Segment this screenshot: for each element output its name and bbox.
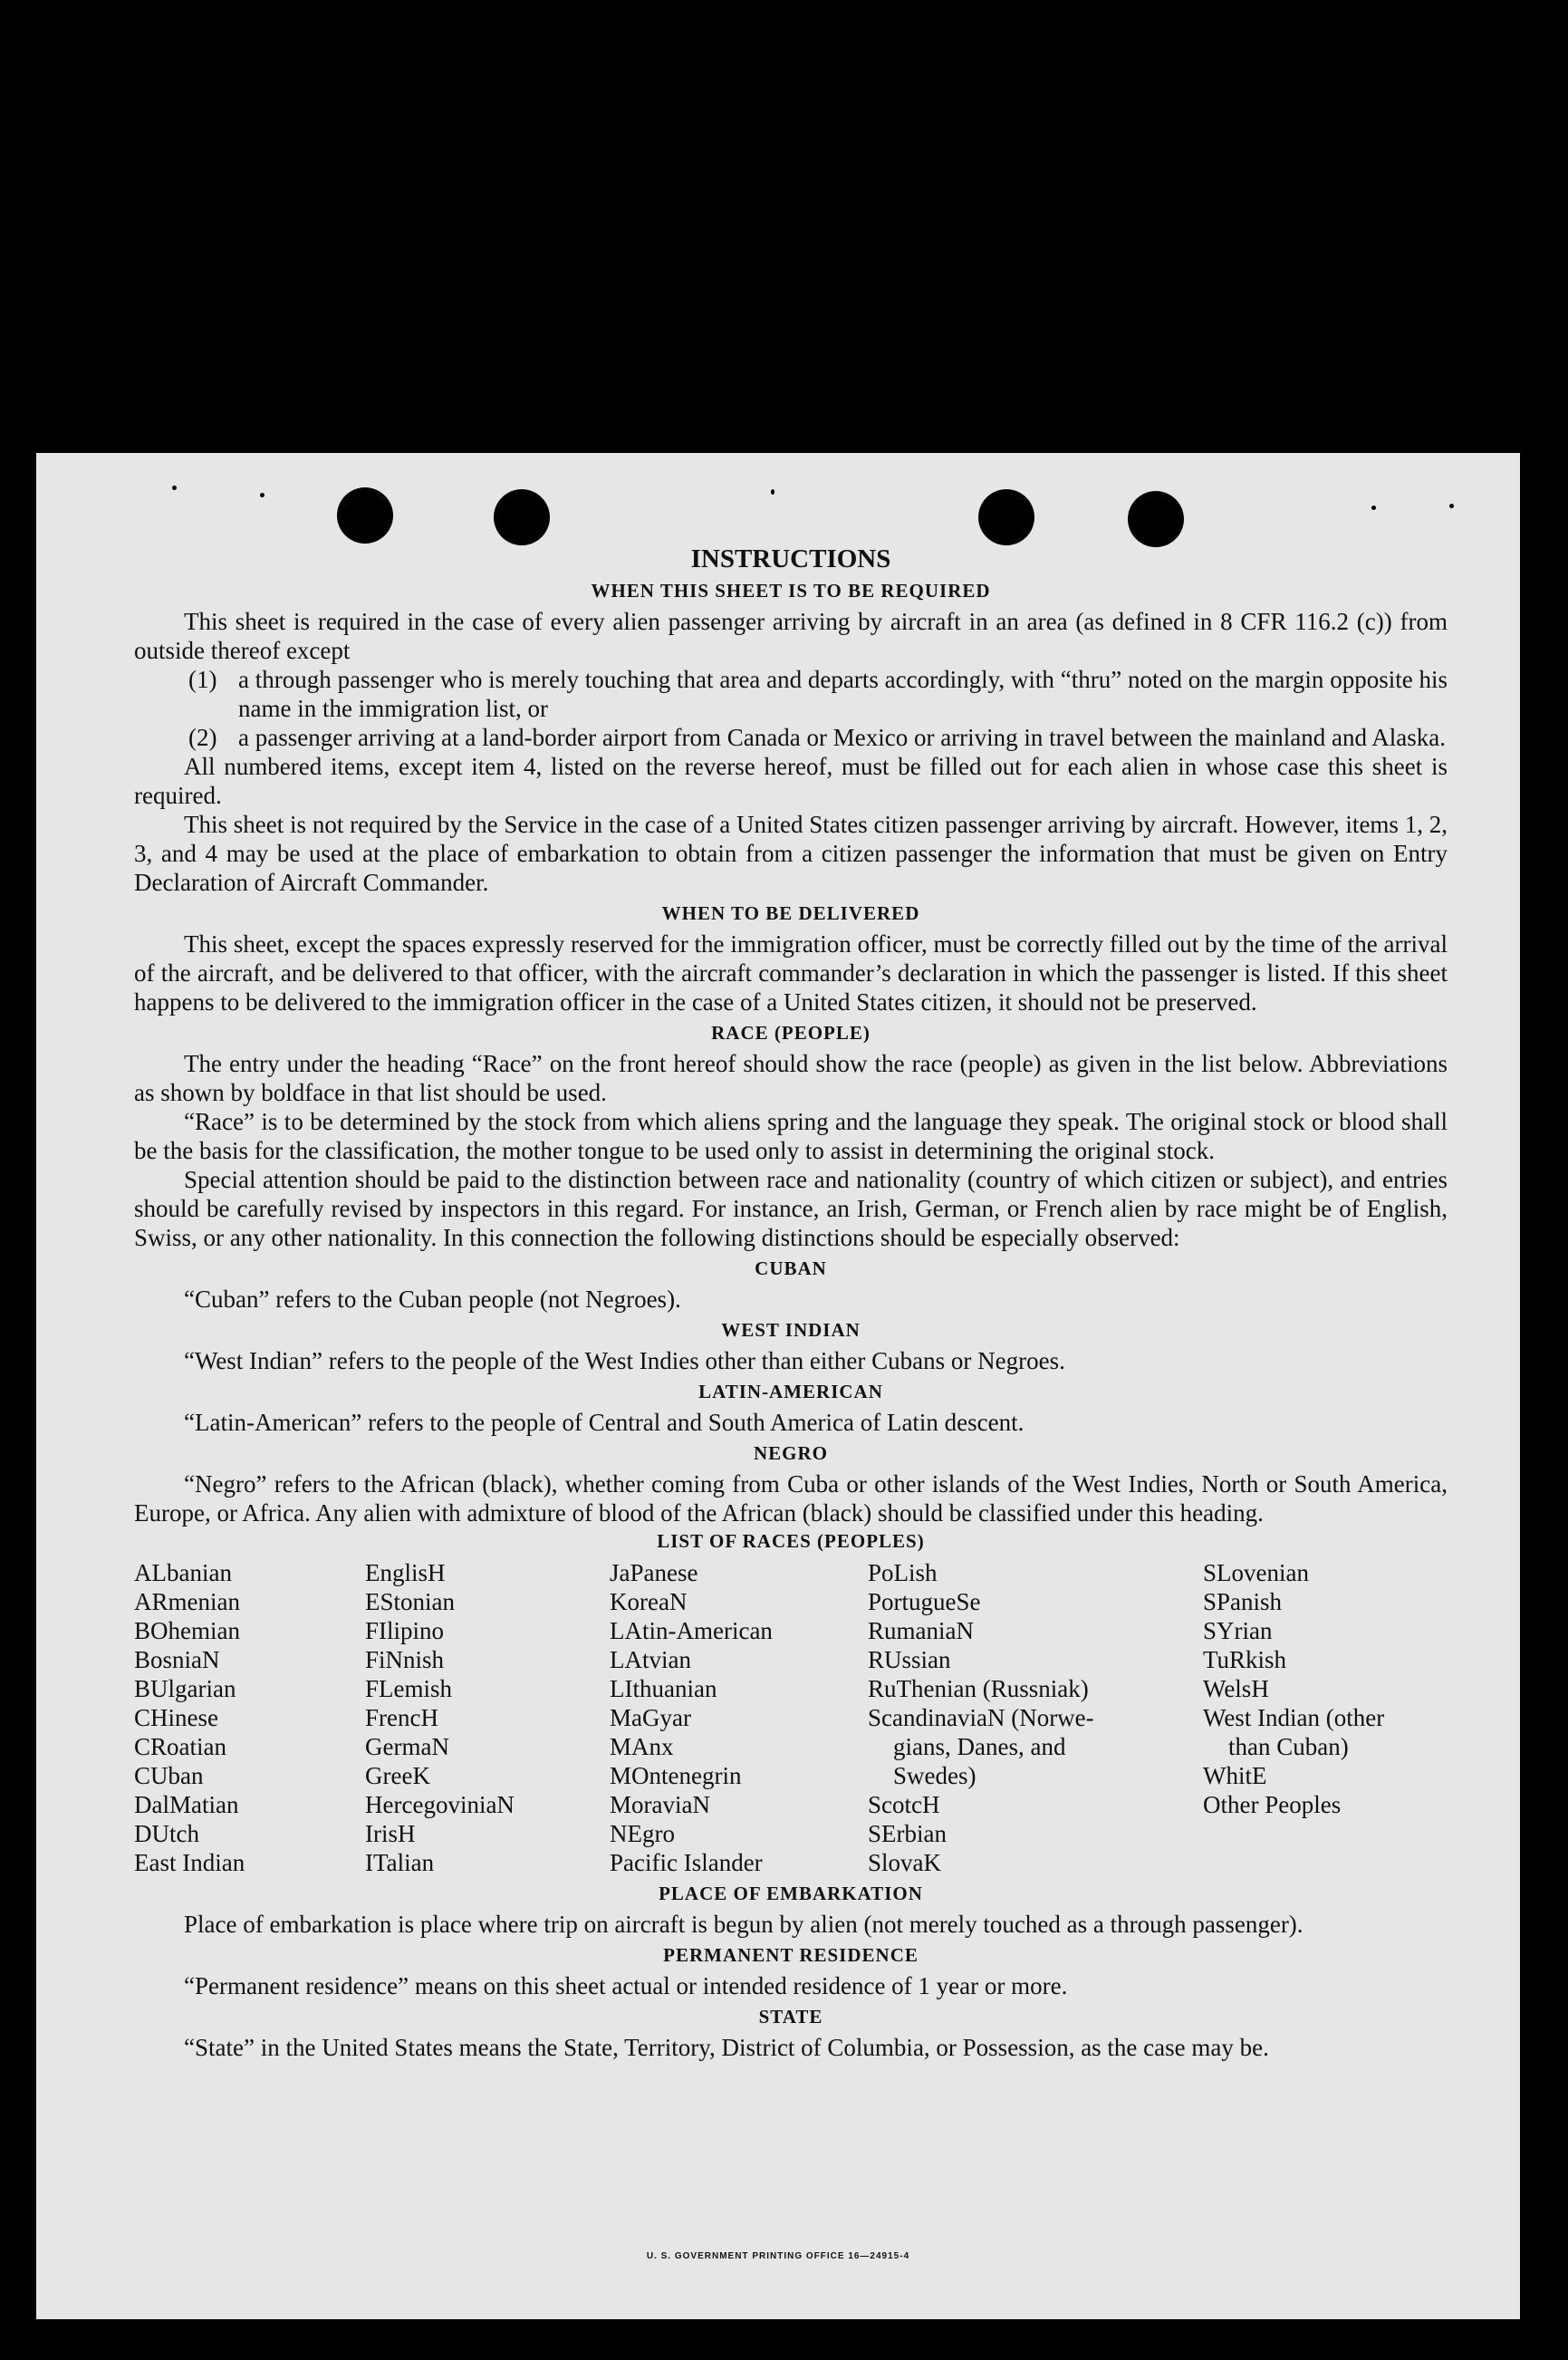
race-item: SLovenian: [1203, 1559, 1309, 1586]
paragraph: The entry under the heading “Race” on the front hereof should show the race (people) as given in the list below. Abbreviations as shown by boldface in that list should be used.: [134, 1050, 1448, 1106]
paragraph: “Negro” refers to the African (black), whether coming from Cuba or other islands of the West Indies, North or South America, Europe, or Africa. Any alien with admixture of blood of the African (black) should be classified under this heading.: [134, 1470, 1448, 1527]
race-item: MOntenegrin: [610, 1762, 742, 1789]
section-heading: RACE (PEOPLE): [711, 1022, 871, 1044]
section-heading: STATE: [758, 2006, 823, 2028]
race-item: GermaN: [365, 1733, 449, 1760]
race-item: RumaniaN: [868, 1617, 974, 1644]
race-item: MAnx: [610, 1733, 674, 1760]
race-column: [365, 1558, 610, 1877]
race-item: Other Peoples: [1203, 1791, 1342, 1818]
race-item: PortugueSe: [868, 1588, 981, 1615]
race-item: JaPanese: [610, 1559, 698, 1586]
race-item: PoLish: [868, 1559, 938, 1586]
race-item: DalMatian: [134, 1791, 239, 1818]
page-title: INSTRUCTIONS: [690, 544, 891, 573]
section-heading: PERMANENT RESIDENCE: [663, 1944, 919, 1966]
punch-hole: [337, 487, 393, 544]
race-item: FiNnish: [365, 1646, 445, 1673]
punch-hole: [1128, 491, 1184, 547]
race-list: [134, 1558, 1448, 1877]
section-heading: WHEN THIS SHEET IS TO BE REQUIRED: [591, 580, 991, 602]
paragraph: This sheet is required in the case of every alien passenger arriving by aircraft in an area (as defined in 8 CFR 116.2 (c)) from outside thereof except: [134, 608, 1448, 664]
race-item: HercegoviniaN: [365, 1791, 515, 1818]
list-item-text: a through passenger who is merely touching that area and departs accordingly, with “thru” noted on the margin opposite his name in the immigration list, or: [238, 666, 1448, 722]
race-item: SErbian: [868, 1820, 947, 1847]
race-item: CUban: [134, 1762, 204, 1789]
race-item: East Indian: [134, 1849, 245, 1876]
race-item: FrencH: [365, 1704, 438, 1731]
race-item: Swedes): [893, 1762, 976, 1789]
paragraph: This sheet is not required by the Service in the case of a United States citizen passenger arriving by aircraft. However, items 1, 2, 3, and 4 may be used at the place of embarkation to obtain from a citizen passenger the information that must be given on Entry Declaration of Aircraft Commander.: [134, 811, 1448, 896]
paragraph: “Permanent residence” means on this sheet actual or intended residence of 1 year or more.: [184, 1972, 1068, 1999]
race-item: LAtvian: [610, 1646, 691, 1673]
race-item: DUtch: [134, 1820, 199, 1847]
race-item: West Indian (other: [1203, 1704, 1385, 1731]
race-item: GreeK: [365, 1762, 430, 1789]
race-item: IrisH: [365, 1820, 416, 1847]
race-item: ALbanian: [134, 1559, 232, 1586]
race-item: RUssian: [868, 1646, 951, 1673]
paragraph: “Race” is to be determined by the stock from which aliens spring and the language they speak. The original stock or blood shall be the basis for the classification, the mother tongue to be used only to assist in determining the original stock.: [134, 1108, 1448, 1164]
paragraph: “West Indian” refers to the people of the West Indies other than either Cubans or Negroes.: [184, 1347, 1065, 1374]
race-item: MoraviaN: [610, 1791, 710, 1818]
race-item: Pacific Islander: [610, 1849, 763, 1876]
section-heading: CUBAN: [755, 1257, 827, 1279]
instructions-text: [134, 544, 1448, 2062]
race-column: [610, 1558, 868, 1877]
section-heading: PLACE OF EMBARKATION: [659, 1883, 923, 1904]
race-item: WhitE: [1203, 1762, 1267, 1789]
section-heading: NEGRO: [753, 1442, 828, 1464]
race-item: than Cuban): [1228, 1733, 1349, 1760]
race-item: EnglisH: [365, 1559, 446, 1586]
race-item: MaGyar: [610, 1704, 691, 1731]
speck-mark: [1371, 506, 1376, 510]
paragraph: This sheet, except the spaces expressly reserved for the immigration officer, must be correctly filled out by the time of the arrival of the aircraft, and be delivered to that officer, with the aircraft commander’s declaration in which the passenger is listed. If this sheet happens to be delivered to the immigration officer in the case of a United States citizen, it should not be preserved.: [134, 930, 1448, 1016]
race-item: NEgro: [610, 1820, 675, 1847]
race-item: EStonian: [365, 1588, 455, 1615]
section-heading: WEST INDIAN: [721, 1319, 861, 1341]
race-item: gians, Danes, and: [893, 1733, 1066, 1760]
race-item: SPanish: [1203, 1588, 1283, 1615]
list-item-number: (2): [188, 724, 217, 751]
section-heading: WHEN TO BE DELIVERED: [661, 902, 920, 924]
list-item-text: a passenger arriving at a land-border airport from Canada or Mexico or arriving in travel between the mainland and Alaska.: [238, 724, 1447, 751]
race-item: ARmenian: [134, 1588, 240, 1615]
race-item: ScandinaviaN (Norwe-: [868, 1704, 1094, 1731]
paragraph: “Latin-American” refers to the people of Central and South America of Latin descent.: [184, 1409, 1024, 1436]
race-item: KoreaN: [610, 1588, 688, 1615]
race-item: BUlgarian: [134, 1675, 236, 1702]
paragraph: All numbered items, except item 4, listed on the reverse hereof, must be filled out for each alien in whose case this sheet is required.: [134, 753, 1448, 809]
race-item: LIthuanian: [610, 1675, 717, 1702]
race-item: RuThenian (Russniak): [868, 1675, 1089, 1702]
list-item-number: (1): [188, 666, 217, 693]
race-item: BosniaN: [134, 1646, 220, 1673]
punch-hole: [494, 489, 550, 545]
race-column: [1203, 1558, 1448, 1877]
race-item: LAtin-American: [610, 1617, 773, 1644]
race-item: BOhemian: [134, 1617, 240, 1644]
race-item: SYrian: [1203, 1617, 1273, 1644]
race-item: ITalian: [365, 1849, 435, 1876]
race-item: ScotcH: [868, 1791, 940, 1818]
speck-mark: [260, 493, 265, 497]
paragraph: “Cuban” refers to the Cuban people (not Negroes).: [184, 1286, 681, 1313]
punch-hole: [978, 489, 1034, 545]
speck-mark: [1449, 504, 1454, 508]
list-item: [134, 723, 1448, 752]
speck-mark: [172, 486, 177, 490]
instruction-sheet: [36, 453, 1520, 2319]
paragraph: Place of embarkation is place where trip on aircraft is begun by alien (not merely touched as a through passenger).: [184, 1911, 1303, 1938]
race-item: TuRkish: [1203, 1646, 1287, 1673]
race-item: SlovaK: [868, 1849, 941, 1876]
race-column: [868, 1558, 1203, 1877]
printer-footer: U. S. GOVERNMENT PRINTING OFFICE 16—24915-4: [646, 2251, 910, 2261]
section-heading: LIST OF RACES (PEOPLES): [657, 1530, 925, 1552]
race-item: CHinese: [134, 1704, 218, 1731]
paragraph: “State” in the United States means the State, Territory, District of Columbia, or Possession, as the case may be.: [184, 2034, 1269, 2061]
race-item: CRoatian: [134, 1733, 226, 1760]
paragraph: Special attention should be paid to the distinction between race and nationality (country of which citizen or subject), and entries should be carefully revised by inspectors in this regard. For instance, an Irish, German, or French alien by race might be of English, Swiss, or any other nationality. In this connection the following distinctions should be especially observed:: [134, 1166, 1448, 1251]
race-item: FLemish: [365, 1675, 453, 1702]
section-heading: LATIN-AMERICAN: [698, 1381, 883, 1402]
race-column: [134, 1558, 365, 1877]
list-item: [134, 665, 1448, 723]
race-item: WelsH: [1203, 1675, 1269, 1702]
speck-mark: [771, 489, 774, 495]
race-item: FIlipino: [365, 1617, 445, 1644]
